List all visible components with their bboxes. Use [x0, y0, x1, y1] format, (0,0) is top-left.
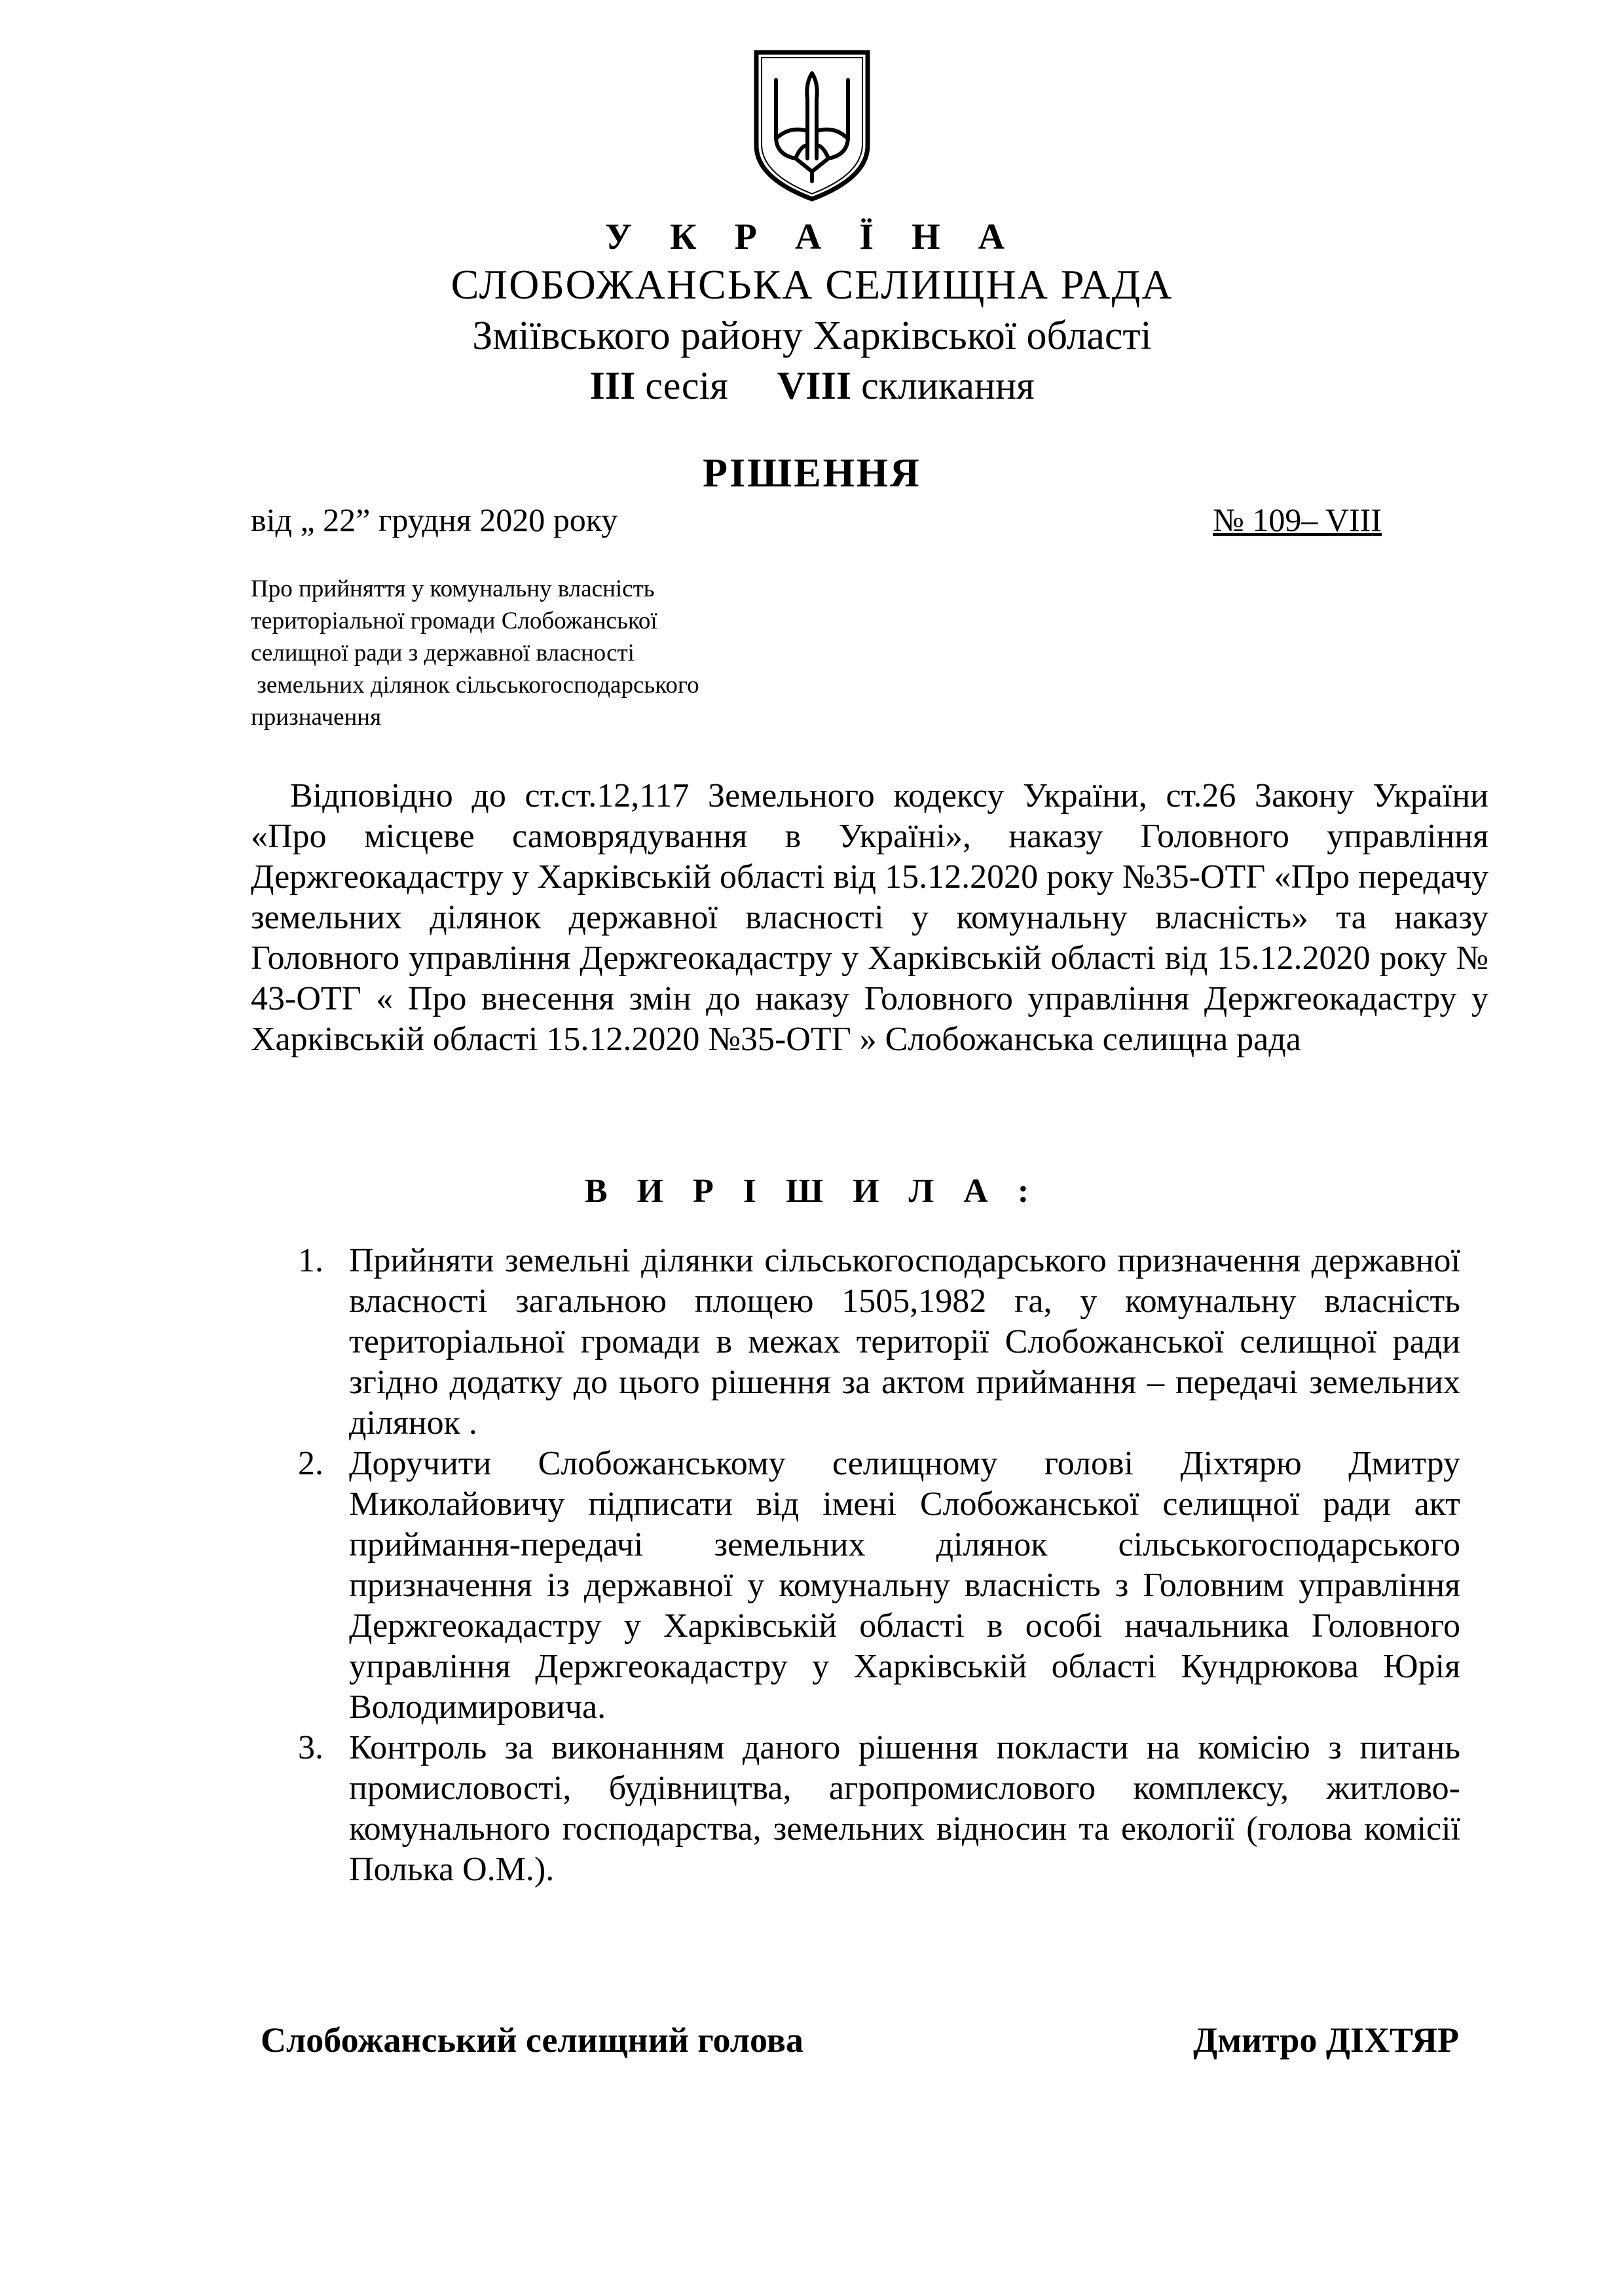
- decision-date: від „ 22” грудня 2020 року: [251, 501, 618, 538]
- subject-line: територіальної громади Слобожанської: [251, 608, 657, 634]
- district-heading: Зміївського району Харківської області: [472, 314, 1152, 358]
- subject-line: селищної ради з державної власності: [251, 640, 635, 666]
- decision-item: [298, 1241, 1460, 1444]
- session-word: сесія: [645, 364, 728, 407]
- trident-coat-of-arms-icon: [750, 47, 874, 204]
- council-heading: СЛОБОЖАНСЬКА СЕЛИЩНА РАДА: [451, 261, 1173, 308]
- decision-item: [298, 1444, 1460, 1728]
- decision-items: [298, 1241, 1460, 1890]
- preamble-paragraph: Відповідно до ст.ст.12,117 Земельного кодексу України, ст.26 Закону України «Про місцеве самоврядування в Україні», наказу Головного управління Держгеокадастру у Харківській області від 15.12.2020 року №35-ОТГ «Про передачу земельних ділянок державної власності у комунальну власність» та наказу Головного управління Держгеокадастру у Харківській області від 15.12.2020 року № 43-ОТГ « Про внесення змін до наказу Головного управління Держгеокадастру у Харківській області 15.12.2020 №35-ОТГ » Слобожанська селищна рада: [251, 777, 1488, 1058]
- convocation-word: скликання: [861, 364, 1035, 407]
- item-number: 1.: [298, 1242, 323, 1279]
- item-number: 3.: [298, 1729, 323, 1766]
- item-text: Прийняти земельні ділянки сільськогосподарського призначення державної власності загальною площею 1505,1982 га, у комунальну власність територіальної громади в межах території Слобожанської селищної ради згідно додатку до цього рішення за актом приймання – передачі земельних ділянок .: [349, 1242, 1460, 1442]
- session-heading: [0, 363, 1624, 409]
- decided-heading: В И Р І Ш И Л А :: [584, 1173, 1040, 1210]
- convocation-number: VIII: [777, 364, 852, 407]
- decision-number: № 109– VІІІ: [1213, 501, 1382, 538]
- decision-item: [298, 1728, 1460, 1890]
- signatory-name: Дмитро ДІХТЯР: [1193, 2020, 1459, 2060]
- document-title: РІШЕННЯ: [703, 451, 921, 496]
- item-number: 2.: [298, 1445, 323, 1482]
- country-heading: У К Р А Ї Н А: [604, 217, 1020, 257]
- subject-line: земельних ділянок сільськогосподарського: [251, 672, 699, 699]
- decision-subject: [251, 573, 840, 733]
- item-text: Доручити Слобожанському селищному голові Діхтярю Дмитру Миколайовичу підписати від імені Слобожанської селищної ради акт приймання-передачі земельних ділянок сільськогосподарського призначення із державної у комунальну власність з Головним управління Держгеокадастру у Харківській області в особі начальника Головного управління Держгеокадастру у Харківській області Кундрюкова Юрія Володимировича.: [349, 1445, 1460, 1726]
- signatory-position: Слобожанський селищний голова: [261, 2020, 803, 2060]
- subject-line: Про прийняття у комунальну власність: [251, 575, 655, 602]
- subject-line: призначення: [251, 704, 382, 731]
- session-number: ІІІ: [589, 364, 636, 407]
- item-text: Контроль за виконанням даного рішення покласти на комісію з питань промисловості, будівництва, агропромислового комплексу, житлово-комунального господарства, земельних відносин та екології (голова комісії Полька О.М.).: [349, 1729, 1460, 1888]
